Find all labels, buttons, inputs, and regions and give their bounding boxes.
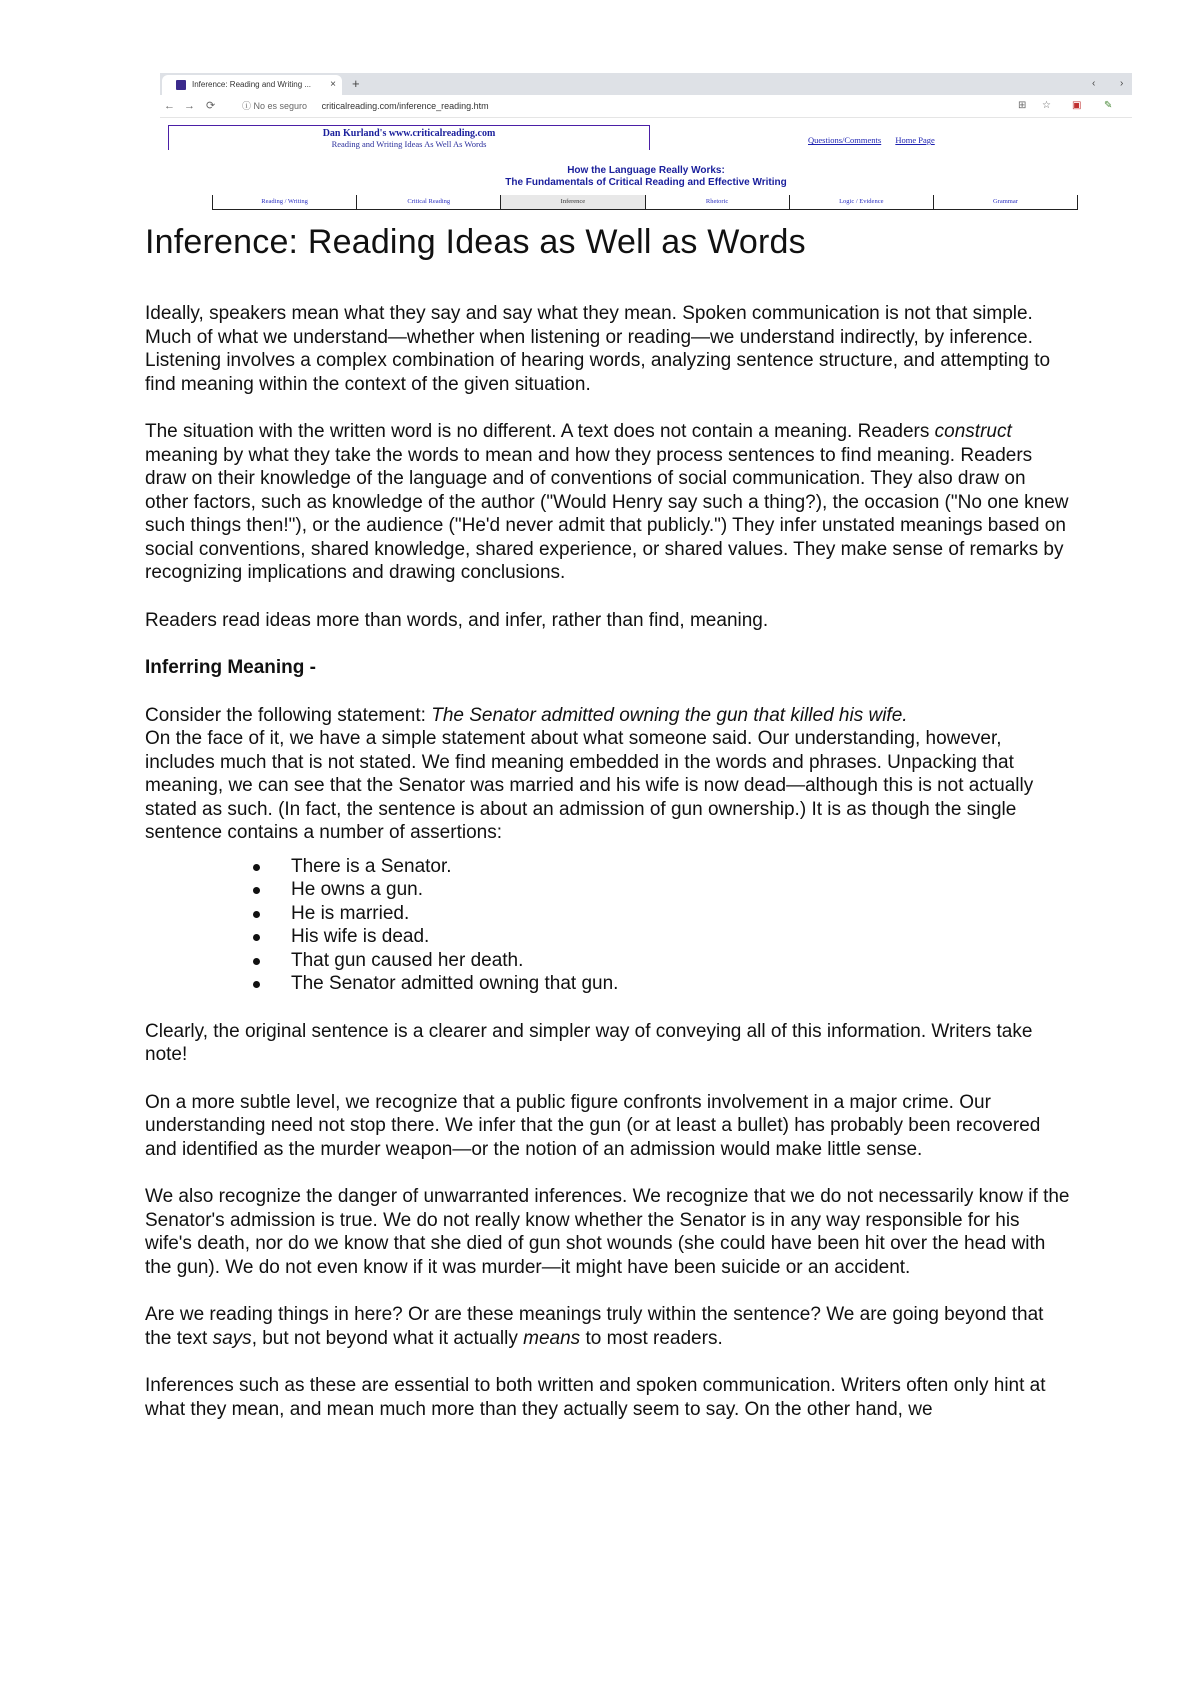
- site-favicon-icon: [176, 80, 186, 90]
- menu-item-inference[interactable]: Inference: [501, 195, 645, 209]
- emphasis-means: means: [523, 1327, 581, 1349]
- tab-search-icon[interactable]: ‹: [1092, 78, 1096, 89]
- page-title: Inference: Reading Ideas as Well as Words: [145, 223, 806, 261]
- emphasis-construct: construct: [934, 421, 1012, 442]
- menu-item-rhetoric[interactable]: Rhetoric: [646, 195, 790, 209]
- browser-toolbar: [160, 95, 1132, 118]
- list-item: The Senator admitted owning that gun.: [291, 972, 1070, 996]
- questions-comments-link[interactable]: Questions/Comments: [808, 135, 882, 145]
- list-item: His wife is dead.: [291, 925, 1070, 949]
- profile-extension-icon[interactable]: ✎: [1104, 100, 1113, 111]
- article-body: [145, 222, 1070, 1445]
- banner-tagline: Reading and Writing Ideas As Well As Words: [331, 139, 487, 149]
- menu-item-critical-reading[interactable]: Critical Reading: [357, 195, 501, 209]
- menu-item-grammar[interactable]: Grammar: [992, 198, 1018, 205]
- paragraph-3: Readers read ideas more than words, and infer, rather than find, meaning.: [145, 609, 769, 631]
- assertions-list: [145, 855, 1070, 996]
- paragraph-9: Are we reading things in here? Or are these meanings truly within the sentence? We are going beyond that the text says, but not beyond what it actually means to most readers.: [145, 1304, 1044, 1349]
- paragraph-4: Consider the following statement: The Senator admitted owning the gun that killed his wife.: [145, 704, 908, 726]
- header-links: [808, 135, 947, 145]
- translate-icon[interactable]: ⊞: [1018, 100, 1027, 111]
- close-tab-icon[interactable]: ×: [330, 79, 336, 90]
- list-item: That gun caused her death.: [291, 949, 1070, 973]
- paragraph-5: On the face of it, we have a simple statement about what someone said. Our understanding, however, includes much that is not stated. We find meaning embedded in the words and phrases. Unpacking that meaning, we can see that the Senator was married and his wife is now dead—although this is not actually stated as such. (In fact, the sentence is about an admission of gun ownership.) It is as though the single sentence contains a number of assertions:: [145, 728, 1034, 843]
- section-heading-inferring-meaning: Inferring Meaning -: [145, 657, 316, 678]
- menu-item-logic[interactable]: Logic / Evidence: [790, 195, 934, 209]
- list-item: He owns a gun.: [291, 878, 1070, 902]
- new-tab-icon[interactable]: +: [352, 76, 360, 91]
- browser-screenshot: [160, 73, 1132, 218]
- tab-title: Inference: Reading and Writing ...: [192, 80, 312, 89]
- list-item: He is married.: [291, 902, 1070, 926]
- paragraph-7: On a more subtle level, we recognize that a public figure confronts involvement in a major crime. Our understanding need not stop there. We infer that the gun (or at least a bullet) has probably been recovered and identified as the murder weapon—or the notion of an admission would make little sense.: [145, 1091, 1041, 1160]
- home-page-link[interactable]: Home Page: [895, 135, 935, 145]
- browser-tab[interactable]: [162, 75, 342, 95]
- example-statement: The Senator admitted owning the gun that killed his wife.: [431, 704, 908, 726]
- paragraph-1: Ideally, speakers mean what they say and say what they mean. Spoken communication is not that simple. Much of what we understand—whether when listening or reading—we understand indirectly, by inference. Listening involves a complex combination of hearing words, analyzing sentence structure, and attempting to find meaning within the context of the given situation.: [145, 303, 1051, 395]
- site-heading-line1: How the Language Really Works:: [567, 165, 725, 176]
- paragraph-8: We also recognize the danger of unwarranted inferences. We recognize that we do not necessarily know if the Senator's admission is true. We do not really know whether the Senator is in any way responsible for his wife's death, nor do we know that she died of gun shot wounds (she could have been hit over the head with the gun). We do not even know if it was murder—it might have been suicide or an accident.: [145, 1186, 1070, 1278]
- paragraph-6: Clearly, the original sentence is a clearer and simpler way of conveying all of this information. Writers take note!: [145, 1020, 1033, 1065]
- site-banner: [168, 125, 650, 150]
- tab-strip: [160, 73, 1132, 95]
- paragraph-2: The situation with the written word is no different. A text does not contain a meaning. Readers construct meaning by what they take the words to mean and how they process sentences to find meaning. Readers draw on their knowledge of the language and of conventions of social communication. They also draw on other factors, such as knowledge of the author ("Would Henry say such a thing?), the occasion ("No one knew such things then!"), or the audience ("He'd never admit that publicly.") They infer unstated meanings based on social conventions, shared knowledge, shared experience, or shared values. They make sense of remarks by recognizing implications and drawing conclusions.: [145, 421, 1069, 583]
- site-heading-line2: The Fundamentals of Critical Reading and Effective Writing: [505, 177, 787, 188]
- menu-item-reading-writing[interactable]: Reading / Writing: [213, 195, 357, 209]
- paragraph-10: Inferences such as these are essential to both written and spoken communication. Writers often only hint at what they mean, and mean much more than they actually seem to say. On the other hand, we: [145, 1375, 1046, 1420]
- address-bar[interactable]: [242, 95, 489, 117]
- emphasis-says: says: [212, 1327, 252, 1349]
- bookmark-star-icon[interactable]: ☆: [1042, 100, 1051, 111]
- list-item: There is a Senator.: [291, 855, 1070, 879]
- banner-title: Dan Kurland's www.criticalreading.com: [322, 128, 496, 139]
- url-text: criticalreading.com/inference_reading.htm: [321, 101, 489, 111]
- extension-icon[interactable]: ▣: [1072, 100, 1082, 111]
- security-label: No es seguro: [253, 101, 308, 111]
- scroll-tabs-icon[interactable]: ›: [1120, 78, 1124, 89]
- reload-icon[interactable]: ⟳: [206, 100, 216, 112]
- back-icon[interactable]: ←: [164, 100, 175, 112]
- forward-icon[interactable]: →: [184, 100, 195, 112]
- site-menu: [212, 195, 1078, 210]
- info-icon: ⓘ: [242, 101, 252, 111]
